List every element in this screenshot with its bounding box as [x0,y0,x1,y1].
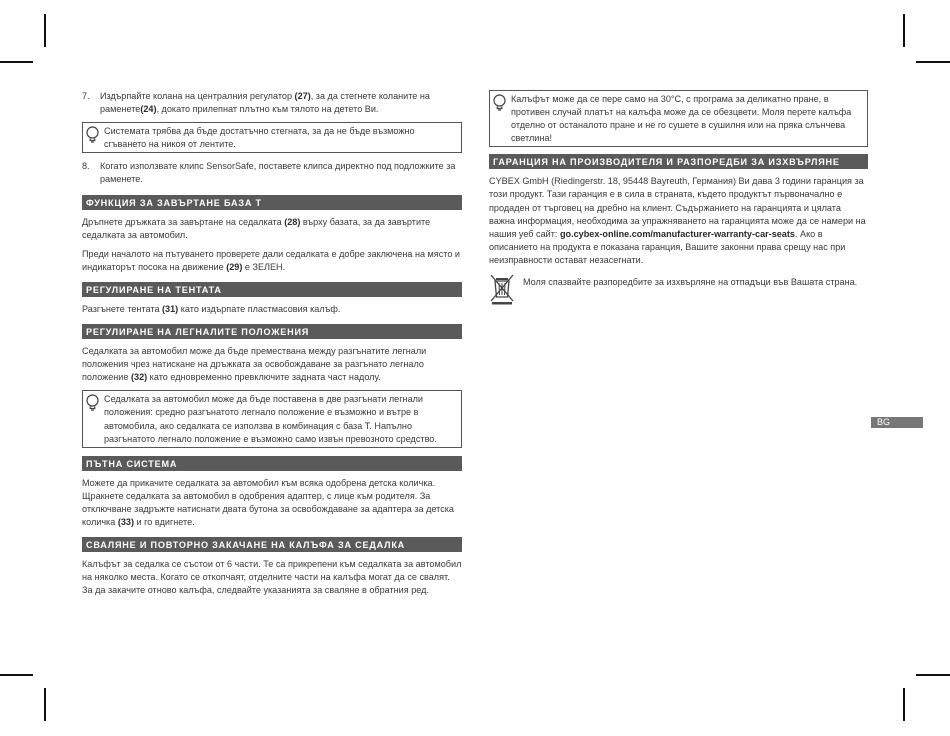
step-text: Когато използвате клипс SensorSafe, поставете клипса директно под подложките за раменете. [100,161,456,185]
section-heading-rotation: ФУНКЦИЯ ЗА ЗАВЪРТАНЕ БАЗА Т [82,195,462,210]
section-heading-cover: СВАЛЯНЕ И ПОВТОРНО ЗАКАЧАНЕ НА КАЛЪФА ЗА СЕДАЛКА [82,537,462,552]
crop-mark [903,14,905,47]
section-heading-warranty: ГАРАНЦИЯ НА ПРОИЗВОДИТЕЛЯ И РАЗПОРЕДБИ ЗА ИЗХВЪРЛЯНЕ [489,154,868,169]
paragraph: Седалката за автомобил може да бъде премествана между разгънатите легнали положения чрез натискане на дръжката за освобождаване за разгънато легнало положение (32) като едновременно превключите задната част надолу. [82,346,427,383]
section-heading-travel-system: ПЪТНА СИСТЕМА [82,456,462,471]
language-tab: BG [871,417,923,428]
paragraph: Дръпнете дръжката за завъртане на седалката (28) върху базата, за да завъртите седалката за автомобил. [82,216,431,240]
left-column [82,90,462,603]
step-number: 7. [82,91,90,101]
right-column [489,90,868,309]
crop-mark [44,688,46,721]
paragraph: Можете да прикачите седалката за автомобил към всяка одобрена детска количка. Щракнете седалката за автомобил в одобрения адаптер, с лице към родителя. За отключване задръжте натиснати двата бутона за освобождаване за адаптера за детска количка (33) и го вдигнете. [82,477,454,527]
crossed-bin-icon [489,273,517,309]
tip-note [489,90,868,147]
crop-mark [44,14,46,47]
tip-note [82,122,462,153]
crop-mark [0,61,33,63]
disposal-text: Моля спазвайте разпоредбите за изхвърляне на отпадъци във Вашата страна. [523,277,858,288]
step-7 [82,90,462,116]
paragraph: Калъфът за седалка се състои от 6 части. Те са прикрепени към седалката за автомобил на няколко места. Когато се откопчаят, отделните части на калъфа могат да се свалят. За да закачите отново калъфа, следвайте указанията за сваляне в обратния ред. [82,559,462,596]
step-number: 8. [82,161,90,172]
lightbulb-icon [85,394,101,445]
note-text: Седалката за автомобил може да бъде поставена в две разгънати легнали положения: средно разгънатото легнало положение е възможно и вътре в автомобила, ако седалката се използва в комбинация с база Т. Напълно разгънатото легнало положение е възможно само извън превозното средство. [104,394,437,444]
crop-mark [916,674,950,676]
warranty-link[interactable]: go.cybex-online.com/manufacturer-warranty-car-seats [559,228,795,239]
disposal-notice [489,273,868,309]
section-heading-recline: РЕГУЛИРАНЕ НА ЛЕГНАЛИТЕ ПОЛОЖЕНИЯ [82,324,462,339]
step-text: Издърпайте колана на централния регулатор (27), за да стегнете коланите на раменете(24), докато прилепнат плътно към тялото на детето Ви. [100,91,430,115]
lightbulb-icon [492,94,508,145]
tip-note [82,390,462,447]
step-8 [82,160,462,186]
section-heading-canopy: РЕГУЛИРАНЕ НА ТЕНТАТА [82,282,462,297]
note-text: Системата трябва да бъде достатъчно стегната, за да не бъде възможно сгъването на никоя от лентите. [104,126,415,150]
crop-mark [0,674,33,676]
crop-mark [916,61,950,63]
paragraph: Преди началото на пътуването проверете дали седалката е добре заключена на място и индикаторът посока на движение (29) е ЗЕЛЕН. [82,248,460,272]
lightbulb-icon [85,126,101,151]
note-text: Калъфът може да се пере само на 30°C, с програма за деликатно пране, в противен случай платът на калъфа може да се обезцвети. Моля перете калъфа отделно от останалото пране и не го сушете в сушилня или на пряка слънчева светлина! [511,94,852,144]
paragraph: CYBEX GmbH (Riedingerstr. 18, 95448 Bayreuth, Германия) Ви дава 3 години гаранция за този продукт. Тази гаранция е в сила в страната, където продуктът първоначално е продаден от търговец на дребно на клиент. Съдържанието на гаранцията и цялата важна информация, необходима за упражняването на гаранцията може да се намери на нашия уеб сайт: go.cybex-online.com/manufacturer-warranty-car-seats. Ако в описанието на продукта е показана гаранция, Вашите законни права срещу нас при неизправности остават незасегнати. [489,176,866,265]
paragraph: Разгънете тентата (31) като издърпате пластмасовия калъф. [82,303,341,314]
crop-mark [903,688,905,721]
